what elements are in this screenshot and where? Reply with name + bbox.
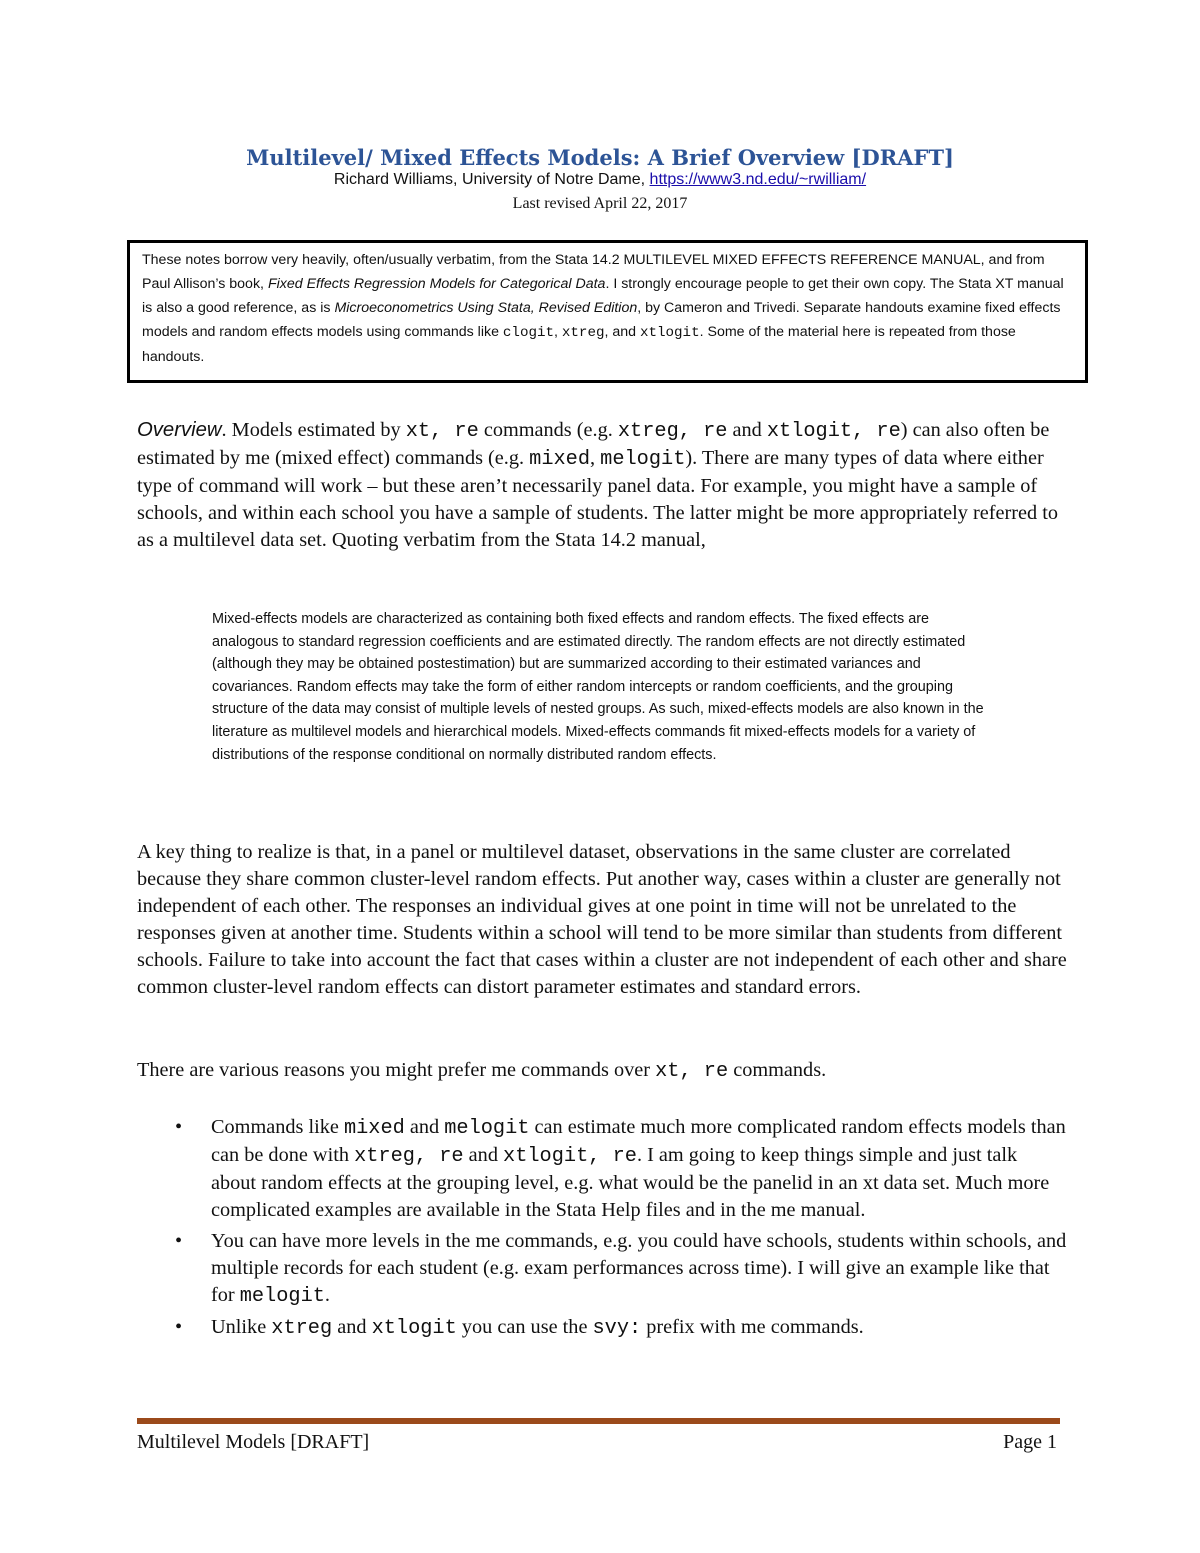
paragraph-text: .: [324, 1284, 330, 1306]
paragraph-text: and: [463, 1144, 504, 1166]
note-text: ,: [554, 324, 562, 340]
paragraph-text: and: [727, 419, 767, 441]
inline-code: xtreg, re: [617, 420, 728, 443]
paragraph-text: ) can also often be estimated by: [137, 419, 1050, 469]
paragraph-text: can estimate much more complicated random effects models than can be done with: [211, 1116, 1066, 1166]
bullet-icon: •: [175, 1116, 183, 1138]
paragraph-text: . I am going to keep things simple and just talk about random effects at the grouping level, e.g. what would be the panelid in an: [211, 1144, 1018, 1194]
paragraph-text: ). There are many types of data where either type of command will work – but these aren’t necessarily panel data. For example, you might have a sample of schools, and within each school you have a sample of students. The latter might be more appropriately referred to as a multilevel data set. Quoting verbatim from the Stata 14.2 manual,: [137, 447, 1059, 551]
paragraph-text: and: [404, 1116, 445, 1138]
inline-code: melogit: [444, 1117, 530, 1140]
list-item: [137, 1314, 1067, 1342]
overview-paragraph: [137, 417, 1067, 554]
inline-code: xtreg: [271, 1317, 333, 1340]
note-command: clogit: [502, 325, 555, 341]
inline-command: me: [770, 1199, 796, 1221]
inline-code: xtlogit: [371, 1317, 457, 1340]
author-website-link[interactable]: https://www3.nd.edu/~rwilliam/: [649, 171, 867, 188]
paragraph-text: commands (e.g.: [478, 419, 618, 441]
inline-code: xtreg, re: [354, 1145, 464, 1168]
author-line: [0, 171, 1200, 189]
inline-code: xt, re: [655, 1060, 729, 1083]
note-text: These notes borrow very heavily, often/usually verbatim, from the Stata 14.2 MULTILEVEL MIXED EFFECTS REFERENCE MANUAL, and from Paul Allison’s book,: [142, 252, 1045, 292]
paragraph-text: commands, e.g. you could have schools, students within schools, and multiple records for each student (e.g. exam performances across time). I will give an example like that for: [211, 1230, 1067, 1306]
paragraph-text: . Models estimated by: [221, 419, 406, 441]
inline-code: xtlogit, re: [503, 1145, 637, 1168]
footer-rule: [137, 1418, 1060, 1424]
paragraph-text: (mixed effect) commands (e.g.: [269, 447, 530, 469]
paragraph-text: commands.: [765, 1316, 864, 1338]
bullet-icon: •: [175, 1316, 183, 1338]
paragraph-text: prefix with: [641, 1316, 741, 1338]
cluster-correlation-paragraph: A key thing to realize is that, in a panel or multilevel dataset, observations in the same cluster are correlated because they share common cluster-level random effects. Put another way, cases within a cluster are generally not independent of each other. The responses an individual gives at one point in time will not be unrelated to the responses given at another time. Students within a school will tend to be more similar than students from different schools. Failure to take into account the fact that cases within a cluster are not independent of each other and share common cluster-level random effects can distort parameter estimates and standard errors.: [137, 841, 1067, 998]
inline-code: svy:: [592, 1317, 642, 1340]
note-command: xtreg: [561, 325, 605, 341]
source-note-box: [127, 240, 1088, 383]
manual-quote: Mixed-effects models are characterized as containing both fixed effects and random effects. The fixed effects are analogous to standard regression coefficients and are estimated directly. The random effects are not directly estimated (although they may be obtained postestimation) but are summarized according to their estimated variances and covariances. Random effects may take the form of either random intercepts or random coefficients, and the grouping structure of the data may consist of multiple levels of nested groups. As such, mixed-effects models are also known in the literature as multilevel models and hierarchical models. Mixed-effects commands fit mixed-effects models for a variety of distributions of the response conditional on normally distributed random effects.: [212, 611, 984, 763]
paragraph-text: commands over: [516, 1059, 656, 1081]
note-text: , by Cameron and Trivedi. Separate handouts examine fixed effects models and random effects models using commands like: [142, 300, 1061, 340]
reasons-list: [137, 1114, 1067, 1346]
inline-command: me: [475, 1230, 501, 1252]
bullet-icon: •: [175, 1230, 183, 1252]
reasons-paragraph: [137, 1057, 1067, 1085]
inline-code: melogit: [239, 1285, 325, 1308]
note-command: xtlogit: [639, 325, 700, 341]
inline-code: melogit: [600, 448, 686, 471]
inline-code: mixed: [343, 1117, 405, 1140]
inline-command: me: [491, 1059, 516, 1081]
note-text: , and: [604, 324, 640, 340]
overview-heading: Overview: [137, 419, 222, 441]
paragraph-text: Commands like: [211, 1116, 344, 1138]
paragraph-text: ,: [590, 447, 601, 469]
paragraph-text: There are various reasons you might prefer: [137, 1059, 492, 1081]
revision-date: Last revised April 22, 2017: [512, 195, 688, 212]
note-text: . I strongly encourage people to get their own copy. The Stata XT manual is also a good reference, as is: [142, 276, 1064, 316]
paragraph-text: Unlike: [211, 1316, 272, 1338]
paragraph-text: commands.: [728, 1059, 827, 1081]
inline-command: me: [245, 447, 270, 469]
inline-code: mixed: [529, 448, 591, 471]
paragraph-text: data set. Much more complicated examples are available in the Stata Help files and in the: [211, 1172, 1050, 1221]
inline-code: xt, re: [405, 420, 479, 443]
inline-command: me: [740, 1316, 766, 1338]
footer-title: Multilevel Models [DRAFT]: [137, 1431, 370, 1453]
note-book-title: Fixed Effects Regression Models for Categorical Data: [267, 276, 606, 292]
note-text: . Some of the material here is repeated from those handouts.: [142, 324, 1016, 365]
page-number: Page 1: [1003, 1431, 1057, 1453]
inline-command: xt: [862, 1172, 879, 1194]
inline-code: xtlogit, re: [766, 420, 901, 443]
paragraph-text: you can use the: [456, 1316, 593, 1338]
paragraph-text: manual.: [795, 1199, 866, 1221]
document-title: Multilevel/ Mixed Effects Models: A Brief Overview [DRAFT]: [246, 145, 954, 170]
author-text: Richard Williams, University of Notre Dame,: [333, 171, 650, 188]
paragraph-text: You can have more levels in the: [211, 1230, 476, 1252]
paragraph-text: and: [332, 1316, 372, 1338]
list-item: [137, 1228, 1067, 1310]
list-item: [137, 1114, 1067, 1224]
note-book-title: Microeconometrics Using Stata, Revised Edition: [334, 300, 638, 316]
